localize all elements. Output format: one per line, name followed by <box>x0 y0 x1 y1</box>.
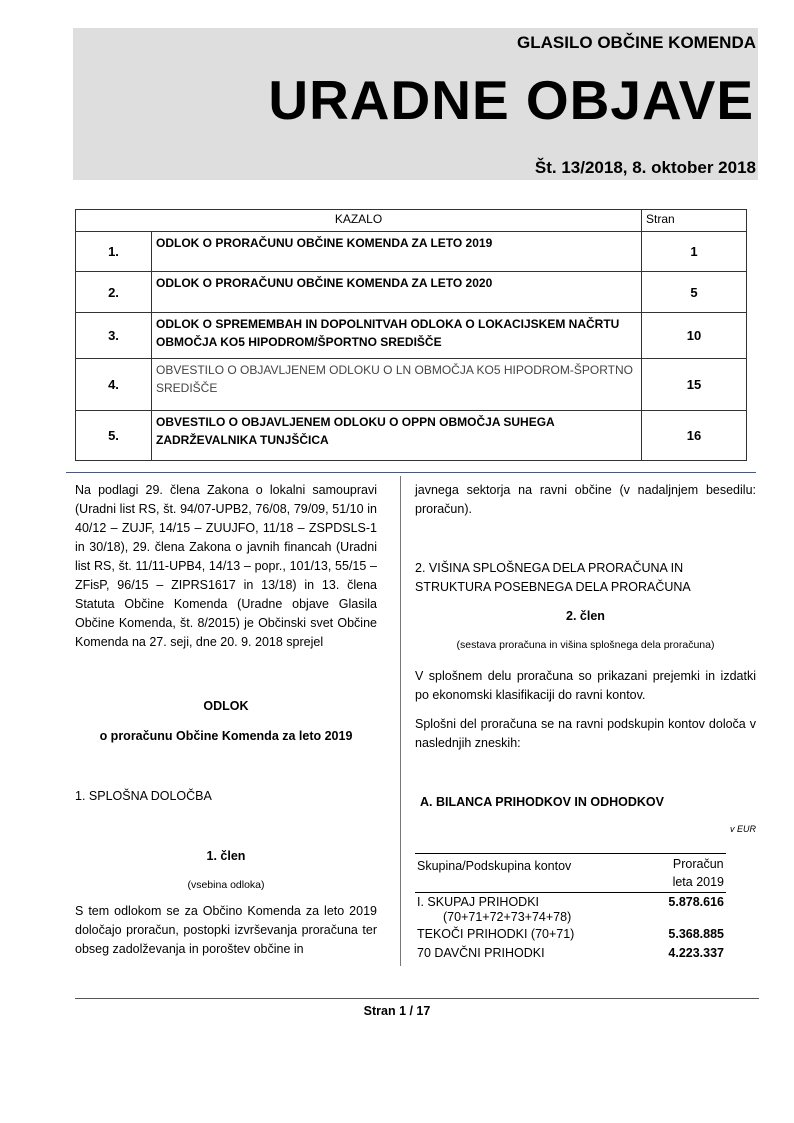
row-label: I. SKUPAJ PRIHODKI <box>417 895 540 909</box>
toc-title[interactable]: ODLOK O PRORAČUNU OBČINE KOMENDA ZA LETO 2020 <box>152 272 642 313</box>
right-column <box>415 481 756 839</box>
row-sublabel: (70+71+72+73+74+78) <box>443 910 572 924</box>
page-title: URADNE OBJAVE <box>268 69 754 131</box>
table-header <box>415 853 726 893</box>
toc-number: 3. <box>76 313 152 359</box>
toc-number: 5. <box>76 411 152 461</box>
toc-page: 10 <box>642 313 747 359</box>
toc-page: 5 <box>642 272 747 313</box>
left-column <box>75 481 377 959</box>
toc-row[interactable] <box>76 359 747 411</box>
issue-info: Št. 13/2018, 8. oktober 2018 <box>534 158 756 177</box>
table-row <box>415 893 726 909</box>
masthead <box>73 28 758 180</box>
toc-number: 2. <box>76 272 152 313</box>
toc-title[interactable]: ODLOK O PRORAČUNU OBČINE KOMENDA ZA LETO 2019 <box>152 232 642 272</box>
row-value: 5.368.885 <box>668 927 724 941</box>
table-row <box>415 925 726 941</box>
toc-page: 1 <box>642 232 747 272</box>
column-header: Proračun <box>672 857 724 871</box>
footer-divider <box>75 998 759 999</box>
table-of-contents <box>75 209 747 461</box>
article-paragraph: Splošni del proračuna se na ravni podskupin kontov določa v naslednjih zneskih: <box>415 717 756 750</box>
article-paragraph: S tem odlokom se za Občino Komenda za leto 2019 določajo proračun, postopki izvrševanja proračuna ter obseg zadolževanja in poroštev občine in <box>75 904 377 956</box>
row-value: 5.878.616 <box>668 895 724 909</box>
toc-row[interactable] <box>76 411 747 461</box>
odlok-subheading: o proračunu Občine Komenda za leto 2019 <box>99 729 353 743</box>
toc-title[interactable]: OBVESTILO O OBJAVLJENEM ODLOKU O LN OBMOČJA KO5 HIPODROM-ŠPORTNO SREDIŠČE <box>152 359 642 411</box>
article-heading: 2. člen <box>566 609 605 623</box>
article-paragraph: V splošnem delu proračuna so prikazani prejemki in izdatki po ekonomski klasifikaciji do ravni kontov. <box>415 669 756 702</box>
toc-number: 4. <box>76 359 152 411</box>
odlok-heading: ODLOK <box>203 699 249 713</box>
row-label: 70 DAVČNI PRIHODKI <box>417 946 545 960</box>
budget-table <box>415 853 726 960</box>
toc-row[interactable] <box>76 272 747 313</box>
column-header: Skupina/Podskupina kontov <box>417 859 572 873</box>
toc-row[interactable] <box>76 313 747 359</box>
toc-row[interactable] <box>76 232 747 272</box>
section-divider <box>66 472 756 473</box>
column-header: leta 2019 <box>672 875 724 889</box>
intro-paragraph: Na podlagi 29. člena Zakona o lokalni samoupravi (Uradni list RS, št. 94/07-UPB2, 76/08, 79/09, 51/10 in 40/12 – ZUJF, 14/15 – ZUUJFO, 11/18 – ZSPDSLS-1 in 30/18), 29. člena Zakona o javnih financah (Uradni list RS, št. 11/11-UPB4, 14/13 – popr., 101/13, 55/15 – ZFisP, 96/15 – ZIPRS1617 in 13/18) in 13. člena Statuta Občine Komenda (Uradne objave Glasila Občine Komenda, št. 8/2015) je Občinski svet Občine Komenda na 27. seji, dne 20. 9. 2018 sprejel <box>75 483 377 649</box>
article-subheading: (vsebina odloka) <box>187 879 265 891</box>
row-value: 4.223.337 <box>668 946 724 960</box>
toc-page: 15 <box>642 359 747 411</box>
section-heading: 2. VIŠINA SPLOŠNEGA DELA PRORAČUNA IN STRUKTURA POSEBNEGA DELA PRORAČUNA <box>415 561 691 594</box>
article-subheading: (sestava proračuna in višina splošnega dela proračuna) <box>456 639 715 651</box>
column-divider <box>400 476 401 966</box>
section-heading: 1. SPLOŠNA DOLOČBA <box>75 789 212 803</box>
row-label: TEKOČI PRIHODKI (70+71) <box>417 927 575 941</box>
table-row <box>415 941 726 960</box>
article-heading: 1. člen <box>206 849 246 863</box>
unit-label: v EUR <box>729 824 756 834</box>
toc-number: 1. <box>76 232 152 272</box>
toc-title[interactable]: OBVESTILO O OBJAVLJENEM ODLOKU O OPPN OBMOČJA SUHEGA ZADRŽEVALNIKA TUNJŠČICA <box>152 411 642 461</box>
toc-page: 16 <box>642 411 747 461</box>
continued-paragraph: javnega sektorja na ravni občine (v nadaljnjem besedilu: proračun). <box>415 483 756 516</box>
table-heading: A. BILANCA PRIHODKOV IN ODHODKOV <box>420 795 664 809</box>
toc-heading: KAZALO <box>76 210 642 232</box>
toc-page-heading: Stran <box>642 210 747 232</box>
publication-name: GLASILO OBČINE KOMENDA <box>517 33 756 52</box>
page-number: Stran 1 / 17 <box>363 1004 431 1018</box>
toc-title[interactable]: ODLOK O SPREMEMBAH IN DOPOLNITVAH ODLOKA O LOKACIJSKEM NAČRTU OBMOČJA KO5 HIPODROM/ŠPORTNO SREDIŠČE <box>152 313 642 359</box>
